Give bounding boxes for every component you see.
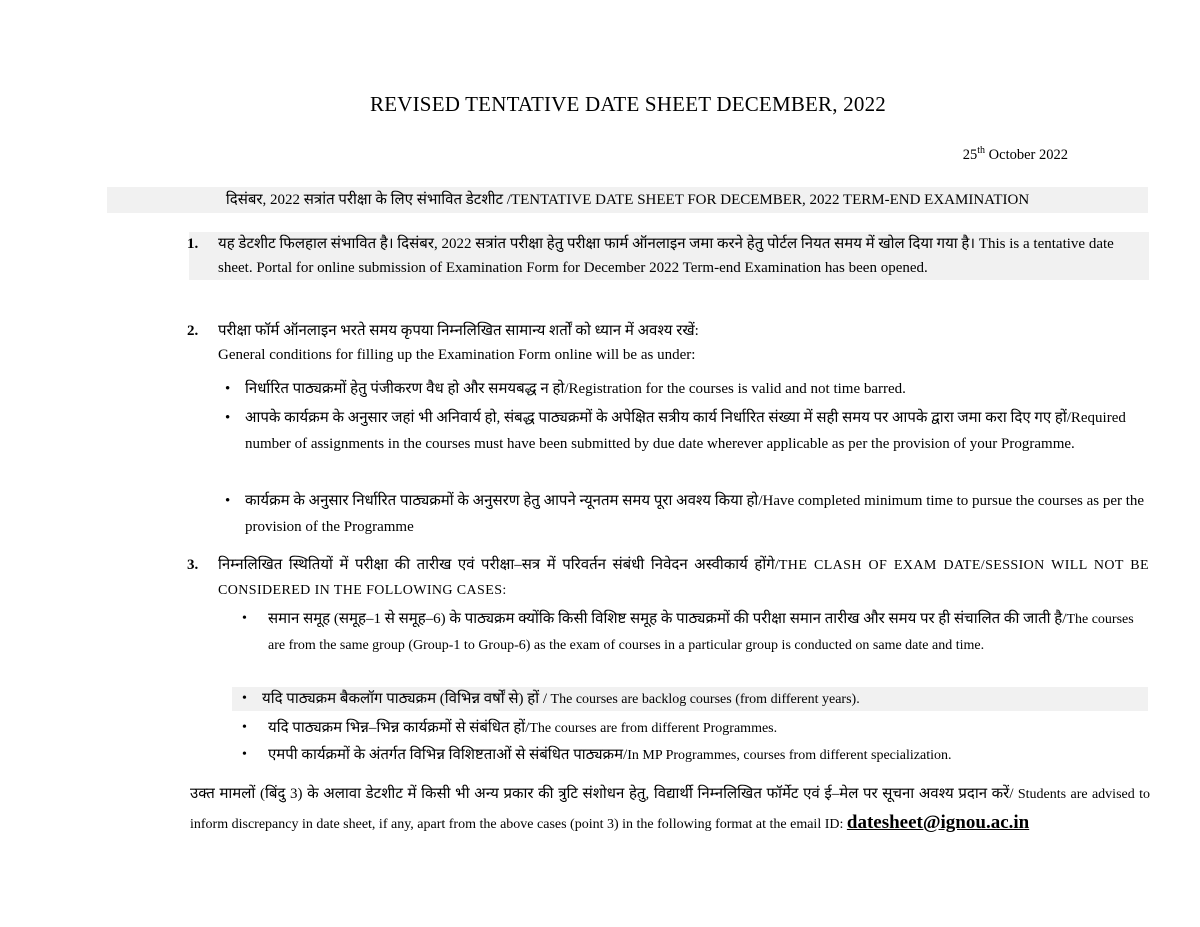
condition-item <box>220 376 1150 402</box>
point-hindi: यह डेटशीट फिलहाल संभावित है। दिसंबर, 2022 सत्रांत परीक्षा हेतु परीक्षा फार्म ऑनलाइन जमा करने हेतु पोर्टल नियत समय में खोल दिया गया है। <box>218 236 976 252</box>
case-hindi: यदि पाठ्यक्रम भिन्न–भिन्न कार्यक्रमों से संबंधित हों/ <box>268 720 530 736</box>
condition-item <box>220 488 1150 540</box>
point-3 <box>189 553 1149 603</box>
case-english: The courses are from the same group (Group-1 to Group-6) as the exam of courses in a particular group is conducted on same date and time. <box>268 612 1134 653</box>
case-english: In MP Programmes, courses from different specialization. <box>627 748 952 763</box>
condition-item <box>220 405 1150 457</box>
case-english: The courses are backlog courses (from different years). <box>547 692 860 707</box>
date-rest: October 2022 <box>985 146 1068 163</box>
bullet-icon: • <box>242 691 247 706</box>
point-text <box>218 553 1149 603</box>
point-number: 3. <box>187 557 199 573</box>
point-2 <box>189 319 1149 367</box>
case-english: The courses are from different Programmes. <box>529 721 778 736</box>
condition-english: Have completed minimum time to pursue the courses as per the provision of the Programme <box>245 493 1145 535</box>
case-item <box>238 715 1150 742</box>
condition-english: Registration for the courses is valid and not time barred. <box>568 381 906 397</box>
bullet-icon: • <box>242 720 247 735</box>
case-item <box>238 606 1150 659</box>
email-link[interactable]: datesheet@ignou.ac.in <box>846 812 1030 833</box>
footer-english: Students are advised to inform discrepancy in date sheet, if any, apart from the above cases (point 3) in the following format at the email ID: <box>190 787 1151 832</box>
point-text <box>218 232 1149 280</box>
point-text <box>218 319 1149 367</box>
point-hindi: निम्नलिखित स्थितियों में परीक्षा की तारीख एवं परीक्षा–सत्र में परिवर्तन संबंधी निवेदन अस्वीकार्य होंगे/ <box>218 557 779 573</box>
point-english: THE CLASH OF EXAM DATE/SESSION WILL NOT BE CONSIDERED IN THE FOLLOWING CASES: <box>218 558 1149 598</box>
point-hindi: परीक्षा फॉर्म ऑनलाइन भरते समय कृपया निम्नलिखित सामान्य शर्तों को ध्यान में अवश्य रखें: <box>218 323 699 339</box>
case-item <box>232 687 1148 711</box>
bullet-icon: • <box>225 381 231 397</box>
bullet-icon: • <box>225 410 231 426</box>
page-title: REVISED TENTATIVE DATE SHEET DECEMBER, 2022 <box>370 92 886 116</box>
bullet-icon: • <box>242 611 247 626</box>
condition-english: Required number of assignments in the courses must have been submitted by due date wherever applicable as per the provision of your Programme. <box>245 410 1126 452</box>
case-hindi: समान समूह (समूह–1 से समूह–6) के पाठ्यक्रम क्योंकि किसी विशिष्ट समूह के पाठ्यक्रमों की परीक्षा समान तारीख और समय पर ही संचालित की जाती है/ <box>268 611 1067 627</box>
condition-hindi: कार्यक्रम के अनुसार निर्धारित पाठ्यक्रमों के अनुसरण हेतु आपने न्यूनतम समय पूरा अवश्य किया हो/ <box>245 493 763 509</box>
subtitle-banner: दिसंबर, 2022 सत्रांत परीक्षा के लिए संभावित डेटशीट /TENTATIVE DATE SHEET FOR DECEMBER, 2022 TERM-END EXAMINATION <box>107 187 1148 213</box>
bullet-icon: • <box>225 493 231 509</box>
footer-note <box>190 780 1150 839</box>
date-suffix: th <box>977 145 986 156</box>
point-english: General conditions for filling up the Examination Form online will be as under: <box>218 347 696 363</box>
date-day: 25 <box>962 146 978 163</box>
point-1 <box>189 232 1149 280</box>
condition-hindi: निर्धारित पाठ्यक्रमों हेतु पंजीकरण वैध हो और समयबद्ध न हो/ <box>245 381 569 397</box>
document-date <box>963 145 1068 164</box>
point-number: 2. <box>187 323 199 339</box>
bullet-icon: • <box>242 747 247 762</box>
point-number: 1. <box>187 236 199 252</box>
case-hindi: यदि पाठ्यक्रम बैकलॉग पाठ्यक्रम (विभिन्न वर्षों से) हों / <box>262 691 548 707</box>
condition-hindi: आपके कार्यक्रम के अनुसार जहां भी अनिवार्य हो, संबद्ध पाठ्यक्रमों के अपेक्षित सत्रीय कार्य निर्धारित संख्या में सही समय पर आपके द्वारा जमा करा दिए गए हों/ <box>245 410 1071 426</box>
case-item <box>238 742 1150 769</box>
point-english: This is a tentative date sheet. Portal for online submission of Examination Form for December 2022 Term-end Examination has been opened. <box>218 236 1114 276</box>
footer-hindi: उक्त मामलों (बिंदु 3) के अलावा डेटशीट में किसी भी अन्य प्रकार की त्रुटि संशोधन हेतु, विद्यार्थी निम्नलिखित फॉर्मेट एवं ई–मेल पर सूचना अवश्य प्रदान करें/ <box>190 786 1014 802</box>
case-hindi: एमपी कार्यक्रमों के अंतर्गत विभिन्न विशिष्टताओं से संबंधित पाठ्यक्रम/ <box>268 747 628 763</box>
